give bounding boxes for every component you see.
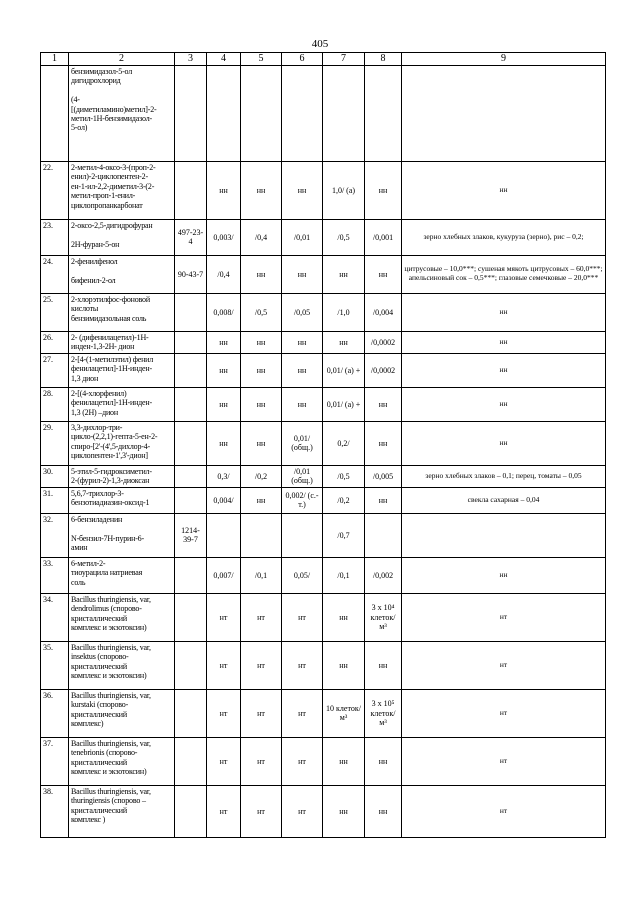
substance-name-line: Bacillus thuringiensis, var, <box>71 786 151 796</box>
substance-name <box>69 353 175 387</box>
value-cell-8: /0,005 <box>365 465 402 487</box>
cas-number <box>175 737 207 785</box>
table-row <box>41 331 606 353</box>
row-number: 23. <box>41 219 69 255</box>
value-cell-7: нн <box>323 737 365 785</box>
substance-name <box>69 557 175 593</box>
substance-name-line: инден-1,3-2Н- дион <box>71 342 135 352</box>
value-cell-5: нн <box>241 421 282 465</box>
substance-name-line: 5-этил-5-гидроксиметил- <box>71 466 152 476</box>
value-cell-6: 0,05/ <box>282 557 323 593</box>
value-cell-6: /0,01 (общ.) <box>282 465 323 487</box>
substance-name-line: 2-[(4-хлорфенил) <box>71 388 127 398</box>
value-cell-4: 0,008/ <box>207 293 241 331</box>
substance-name-line: kurstaki (спорово- <box>71 700 129 710</box>
substance-name-line: метил-1Н-бензимидазол- <box>71 113 152 123</box>
substance-name-line: кристаллический <box>71 805 127 815</box>
value-cell-7: /0,5 <box>323 219 365 255</box>
value-cell-7: /0,2 <box>323 487 365 513</box>
value-cell-4: нт <box>207 737 241 785</box>
substance-name-line: бифенил-2-ол <box>71 275 116 285</box>
value-cell-6 <box>282 65 323 161</box>
value-cell-6: нн <box>282 353 323 387</box>
residue-limits: цитрусовые – 10,0***; сушеная мякоть цитрусовых – 60,0***; апельсиновый сок – 0,5***; глазовые семечковые – 20,0*** <box>402 255 606 293</box>
row-number: 26. <box>41 331 69 353</box>
substance-name-line: фенилацетил]-1Н-инден- <box>71 398 152 408</box>
substance-name-line: фенилацетил]-1Н-инден- <box>71 364 152 374</box>
value-cell-6: /0,05 <box>282 293 323 331</box>
regulations-table <box>40 52 606 838</box>
value-cell-5: /0,2 <box>241 465 282 487</box>
value-cell-6: нн <box>282 255 323 293</box>
residue-limits <box>402 513 606 557</box>
substance-name <box>69 641 175 689</box>
substance-name <box>69 219 175 255</box>
substance-name-line: 2-[4-(1-метилэтил) фенил <box>71 354 154 364</box>
substance-name-line: 3,3-дихлор-три- <box>71 422 123 432</box>
value-cell-7: нн <box>323 255 365 293</box>
substance-name-line: insektus (спорово- <box>71 652 129 662</box>
substance-name <box>69 785 175 837</box>
value-cell-4 <box>207 65 241 161</box>
substance-name <box>69 465 175 487</box>
table-row <box>41 219 606 255</box>
value-cell-7: 0,2/ <box>323 421 365 465</box>
cas-number: 497-23-4 <box>175 219 207 255</box>
row-number: 22. <box>41 161 69 219</box>
value-cell-5: /0,1 <box>241 557 282 593</box>
cas-number <box>175 557 207 593</box>
value-cell-8: нн <box>365 421 402 465</box>
value-cell-4: 0,007/ <box>207 557 241 593</box>
residue-limits: нт <box>402 593 606 641</box>
cas-number <box>175 421 207 465</box>
value-cell-5: нн <box>241 255 282 293</box>
value-cell-6: нт <box>282 641 323 689</box>
value-cell-6: нт <box>282 737 323 785</box>
value-cell-5: нт <box>241 737 282 785</box>
header-cell: 6 <box>282 53 323 66</box>
value-cell-8: 3 х 10⁴ клеток/м³ <box>365 593 402 641</box>
header-cell: 8 <box>365 53 402 66</box>
value-cell-4: нт <box>207 593 241 641</box>
value-cell-7: нн <box>323 785 365 837</box>
value-cell-5: нн <box>241 487 282 513</box>
cas-number: 90-43-7 <box>175 255 207 293</box>
cas-number <box>175 293 207 331</box>
table-row <box>41 421 606 465</box>
substance-name-line: [(диметиламино)метил]-2- <box>71 104 157 114</box>
value-cell-8: /0,002 <box>365 557 402 593</box>
value-cell-7: 10 клеток/м³ <box>323 689 365 737</box>
residue-limits: нн <box>402 293 606 331</box>
value-cell-4: нн <box>207 387 241 421</box>
value-cell-7 <box>323 65 365 161</box>
substance-name <box>69 293 175 331</box>
substance-name-line: тиоурацила натриевая <box>71 568 143 578</box>
substance-name <box>69 65 175 161</box>
substance-name <box>69 689 175 737</box>
cas-number <box>175 331 207 353</box>
cas-number <box>175 785 207 837</box>
value-cell-6: нн <box>282 331 323 353</box>
substance-name-line: 6-бензиладенин <box>71 514 123 524</box>
substance-name <box>69 161 175 219</box>
value-cell-7: 0,01/ (а) + <box>323 387 365 421</box>
header-cell: 7 <box>323 53 365 66</box>
value-cell-5 <box>241 513 282 557</box>
substance-name-line: 2-метил-4-оксо-3-(проп-2- <box>71 162 156 172</box>
substance-name-line: амин <box>71 543 88 553</box>
value-cell-4: 0,003/ <box>207 219 241 255</box>
substance-name <box>69 421 175 465</box>
value-cell-4 <box>207 513 241 557</box>
value-cell-6: /0,01 <box>282 219 323 255</box>
cas-number <box>175 65 207 161</box>
value-cell-8: нн <box>365 487 402 513</box>
value-cell-7: /1,0 <box>323 293 365 331</box>
substance-name-line: 2-(фурил-2)-1,3-диоксан <box>71 476 150 486</box>
row-number: 34. <box>41 593 69 641</box>
cas-number: 1214-39-7 <box>175 513 207 557</box>
substance-name-line: tenebrionis (спорово- <box>71 748 138 758</box>
value-cell-6: нн <box>282 387 323 421</box>
table-row <box>41 353 606 387</box>
substance-name-line: циклопентен-1',3'-дион] <box>71 451 148 461</box>
substance-name-line: Bacillus thuringiensis, var, <box>71 642 151 652</box>
substance-name-line: 2-хлорэтилфос-фоновой <box>71 294 150 304</box>
substance-name-line: кристаллический <box>71 709 127 719</box>
substance-name-line: Bacillus thuringiensis, var, <box>71 690 151 700</box>
header-cell: 5 <box>241 53 282 66</box>
value-cell-4: /0,4 <box>207 255 241 293</box>
substance-name-line: 1,3 дион <box>71 373 99 383</box>
substance-name-line: комплекс и экзотоксин) <box>71 623 147 633</box>
table-row <box>41 593 606 641</box>
value-cell-4: 0,004/ <box>207 487 241 513</box>
value-cell-8: нн <box>365 255 402 293</box>
value-cell-8: нн <box>365 737 402 785</box>
table-row <box>41 641 606 689</box>
substance-name <box>69 255 175 293</box>
residue-limits: нн <box>402 421 606 465</box>
residue-limits: нн <box>402 353 606 387</box>
value-cell-4: нт <box>207 641 241 689</box>
page-number: 405 <box>311 38 329 50</box>
table-row <box>41 689 606 737</box>
table-row <box>41 65 606 161</box>
substance-name-line: ен-1-ил-2,2-диметил-3-(2- <box>71 181 155 191</box>
substance-name-line: кристаллический <box>71 661 127 671</box>
substance-name-line: thuringiensis (спорово – <box>71 796 146 806</box>
substance-name-line: комплекс и экзотоксин) <box>71 671 147 681</box>
residue-limits: нн <box>402 331 606 353</box>
substance-name-line: дигидрохлорид <box>71 76 121 86</box>
substance-name-line: соль <box>71 577 86 587</box>
row-number: 24. <box>41 255 69 293</box>
row-number: 29. <box>41 421 69 465</box>
row-number: 25. <box>41 293 69 331</box>
value-cell-7: /0,7 <box>323 513 365 557</box>
substance-name <box>69 737 175 785</box>
row-number <box>41 65 69 161</box>
residue-limits: нн <box>402 161 606 219</box>
table-row <box>41 293 606 331</box>
substance-name-line <box>71 230 172 239</box>
value-cell-7: /0,5 <box>323 465 365 487</box>
substance-name-line: бензимидазол-5-ол <box>71 66 133 76</box>
table-row <box>41 387 606 421</box>
substance-name-line: (4- <box>71 95 80 105</box>
residue-limits: свекла сахарная – 0,04 <box>402 487 606 513</box>
row-number: 33. <box>41 557 69 593</box>
header-cell: 3 <box>175 53 207 66</box>
value-cell-7: 1,0/ (а) <box>323 161 365 219</box>
substance-name-line: кристаллический <box>71 613 127 623</box>
value-cell-8 <box>365 65 402 161</box>
substance-name-line: 5-ол) <box>71 123 88 133</box>
substance-name-line: комплекс и экзотоксин) <box>71 767 147 777</box>
value-cell-8: 3 х 10⁵ клеток/м³ <box>365 689 402 737</box>
substance-name-line: 2-фенилфенол <box>71 256 118 266</box>
value-cell-5: нт <box>241 785 282 837</box>
value-cell-6: нт <box>282 593 323 641</box>
value-cell-5: нт <box>241 593 282 641</box>
table-row <box>41 737 606 785</box>
value-cell-5: нн <box>241 161 282 219</box>
value-cell-5: нн <box>241 353 282 387</box>
substance-name-line: циклопропанкарбонат <box>71 200 143 210</box>
substance-name-line <box>71 86 172 95</box>
value-cell-5: /0,4 <box>241 219 282 255</box>
value-cell-4: нт <box>207 689 241 737</box>
value-cell-6: нт <box>282 785 323 837</box>
substance-name-line <box>71 524 172 533</box>
value-cell-7: нн <box>323 641 365 689</box>
value-cell-4: нн <box>207 161 241 219</box>
table-row <box>41 465 606 487</box>
cas-number <box>175 641 207 689</box>
cas-number <box>175 689 207 737</box>
substance-name-line: N-бензил-7Н-пурин-6- <box>71 533 144 543</box>
substance-name-line: комплекс ) <box>71 815 106 825</box>
substance-name <box>69 593 175 641</box>
value-cell-6: 0,002/ (с.-т.) <box>282 487 323 513</box>
residue-limits: зерно хлебных злаков, кукуруза (зерно), рис – 0,2; <box>402 219 606 255</box>
header-row <box>41 53 606 66</box>
substance-name-line: спиро-[2'-(4',5-дихлор-4- <box>71 441 150 451</box>
table-row <box>41 557 606 593</box>
residue-limits: зерно хлебных злаков – 0,1; перец, томаты – 0,05 <box>402 465 606 487</box>
substance-name-line: комплекс) <box>71 719 104 729</box>
substance-name-line: dendrolimus (спорово- <box>71 604 142 614</box>
header-cell: 4 <box>207 53 241 66</box>
cas-number <box>175 161 207 219</box>
value-cell-4: нн <box>207 331 241 353</box>
substance-name-line <box>71 266 172 275</box>
substance-name <box>69 331 175 353</box>
cas-number <box>175 353 207 387</box>
value-cell-6: нн <box>282 161 323 219</box>
value-cell-5: нн <box>241 331 282 353</box>
substance-name-line: цикло-(2,2,1)-гепта-5-ен-2- <box>71 432 158 442</box>
header-cell: 9 <box>402 53 606 66</box>
row-number: 38. <box>41 785 69 837</box>
value-cell-5: нт <box>241 641 282 689</box>
substance-name-line: 2- (дифенилацетил)-1Н- <box>71 332 149 342</box>
residue-limits: нн <box>402 387 606 421</box>
cas-number <box>175 387 207 421</box>
residue-limits: нт <box>402 641 606 689</box>
header-cell: 2 <box>69 53 175 66</box>
value-cell-5 <box>241 65 282 161</box>
value-cell-8: /0,0002 <box>365 331 402 353</box>
value-cell-8 <box>365 513 402 557</box>
value-cell-4: 0,3/ <box>207 465 241 487</box>
residue-limits: нн <box>402 557 606 593</box>
substance-name-line: бензимидазольная соль <box>71 313 147 323</box>
value-cell-8: нн <box>365 785 402 837</box>
substance-name-line: 6-метил-2- <box>71 558 106 568</box>
value-cell-4: нн <box>207 421 241 465</box>
value-cell-6 <box>282 513 323 557</box>
row-number: 36. <box>41 689 69 737</box>
substance-name-line: Bacillus thuringiensis, var, <box>71 738 151 748</box>
value-cell-5: нт <box>241 689 282 737</box>
substance-name-line: Bacillus thuringiensis, var, <box>71 594 151 604</box>
table-row <box>41 161 606 219</box>
cas-number <box>175 487 207 513</box>
substance-name-line: 2Н-фуран-5-он <box>71 239 120 249</box>
cas-number <box>175 593 207 641</box>
value-cell-6: нт <box>282 689 323 737</box>
table-row <box>41 255 606 293</box>
header-cell: 1 <box>41 53 69 66</box>
value-cell-8: нн <box>365 641 402 689</box>
row-number: 30. <box>41 465 69 487</box>
substance-name-line: енил)-2-циклопентен-2- <box>71 172 148 182</box>
table-row <box>41 487 606 513</box>
table-body <box>41 65 606 837</box>
value-cell-5: нн <box>241 387 282 421</box>
value-cell-8: /0,004 <box>365 293 402 331</box>
row-number: 32. <box>41 513 69 557</box>
residue-limits: нт <box>402 785 606 837</box>
row-number: 35. <box>41 641 69 689</box>
substance-name-line: бензотиадиазин-оксид-1 <box>71 498 150 508</box>
table-row <box>41 513 606 557</box>
value-cell-6: 0,01/ (общ.) <box>282 421 323 465</box>
value-cell-8: /0,001 <box>365 219 402 255</box>
row-number: 37. <box>41 737 69 785</box>
row-number: 31. <box>41 487 69 513</box>
value-cell-5: /0,5 <box>241 293 282 331</box>
substance-name-line: кислоты <box>71 304 99 314</box>
value-cell-7: нн <box>323 331 365 353</box>
value-cell-8: нн <box>365 161 402 219</box>
substance-name-line: 2-оксо-2,5-дигидрофуран <box>71 220 153 230</box>
table-row <box>41 785 606 837</box>
substance-name <box>69 387 175 421</box>
row-number: 28. <box>41 387 69 421</box>
value-cell-8: /0,0002 <box>365 353 402 387</box>
value-cell-7: нн <box>323 593 365 641</box>
cas-number <box>175 465 207 487</box>
substance-name <box>69 513 175 557</box>
value-cell-4: нн <box>207 353 241 387</box>
residue-limits: нт <box>402 737 606 785</box>
value-cell-4: нт <box>207 785 241 837</box>
substance-name-line: 5,6,7-трихлор-3- <box>71 488 124 498</box>
residue-limits: нт <box>402 689 606 737</box>
residue-limits <box>402 65 606 161</box>
value-cell-7: /0,1 <box>323 557 365 593</box>
row-number: 27. <box>41 353 69 387</box>
value-cell-7: 0,01/ (а) + <box>323 353 365 387</box>
substance-name-line: метил-проп-1-енил- <box>71 191 136 201</box>
value-cell-8: нн <box>365 387 402 421</box>
substance-name-line: 1,3 (2Н) –дион <box>71 407 118 417</box>
substance-name <box>69 487 175 513</box>
substance-name-line: кристаллический <box>71 757 127 767</box>
